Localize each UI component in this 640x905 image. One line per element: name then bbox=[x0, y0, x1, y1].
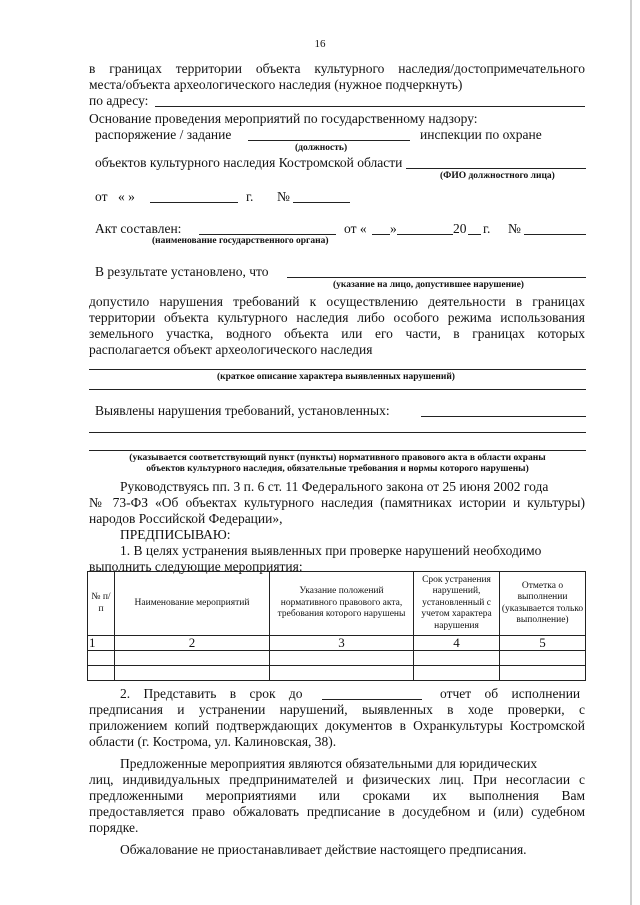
violations-caption-line-2: объектов культурного наследия, обязательные требования и нормы которого нарушены) bbox=[146, 464, 529, 474]
table-cell[interactable] bbox=[88, 651, 115, 666]
position-caption: (должность) bbox=[295, 143, 348, 153]
order-date-field[interactable] bbox=[150, 202, 238, 203]
basis-label: Основание проведения мероприятий по государственному надзору: bbox=[89, 111, 478, 126]
legal-basis-line-3: народов Российской Федерации», bbox=[89, 511, 283, 526]
item-1-line-2: выполнить следующие мероприятия: bbox=[89, 559, 303, 574]
act-year-field[interactable] bbox=[468, 234, 481, 235]
table-cell: 1 bbox=[88, 636, 115, 651]
table-cell: 2 bbox=[115, 636, 270, 651]
result-label: В результате установлено, что bbox=[95, 264, 269, 279]
violator-field[interactable] bbox=[287, 277, 586, 278]
result-paragraph-line-3: земельного участка, водного объекта или его части, в границах которых bbox=[89, 326, 585, 341]
header-measure-name: Наименование мероприятий bbox=[115, 572, 270, 636]
violation-description-caption: (краткое описание характера выявленных нарушений) bbox=[217, 372, 455, 382]
official-name-caption: (ФИО должностного лица) bbox=[440, 171, 555, 181]
order-number-sign: № bbox=[277, 189, 290, 204]
closing-line-2: лиц, индивидуальных предпринимателей и физических лиц. При несогласии с bbox=[89, 772, 585, 787]
order-label: распоряжение / задание bbox=[95, 127, 232, 142]
table-cell: 5 bbox=[500, 636, 586, 651]
page-number: 16 bbox=[314, 38, 326, 50]
table-row bbox=[88, 651, 586, 666]
result-paragraph-line-4: располагается объект археологического наследия bbox=[89, 342, 373, 357]
order-number-field[interactable] bbox=[293, 202, 350, 203]
position-field[interactable] bbox=[248, 140, 410, 141]
item-2-line-3: приложением копий подтверждающих документов в Охранкультуры Костромской bbox=[89, 718, 585, 733]
violation-description-field-2[interactable] bbox=[89, 389, 586, 390]
territory-line: в границах территории объекта культурного наследия/достопримечательного bbox=[89, 61, 585, 76]
table-cell: 4 bbox=[414, 636, 500, 651]
header-deadline: Срок устранения нарушений, установленный с учетом характера нарушения bbox=[414, 572, 500, 636]
table-cell[interactable] bbox=[270, 666, 414, 681]
heritage-type-line: места/объекта археологического наследия (нужное подчеркнуть) bbox=[89, 77, 463, 92]
closing-line-5: порядке. bbox=[89, 820, 139, 835]
authority-caption: (наименование государственного органа) bbox=[152, 236, 329, 246]
order-date-from: от bbox=[95, 189, 108, 204]
order-year-label: г. bbox=[246, 189, 254, 204]
measures-table bbox=[87, 571, 586, 681]
violations-field[interactable] bbox=[421, 416, 586, 417]
table-header-row bbox=[88, 572, 586, 636]
act-number-sign: № bbox=[508, 221, 521, 236]
table-cell[interactable] bbox=[500, 666, 586, 681]
closing-line-6: Обжалование не приостанавливает действие настоящего предписания. bbox=[120, 842, 527, 857]
report-deadline-field[interactable] bbox=[322, 699, 422, 700]
table-cell[interactable] bbox=[88, 666, 115, 681]
item-2-line-1: 2. Представить в срок до bbox=[120, 686, 303, 701]
closing-line-1: Предложенные мероприятия являются обязательными для юридических bbox=[120, 756, 538, 771]
act-label: Акт составлен: bbox=[95, 221, 182, 236]
table-cell[interactable] bbox=[500, 651, 586, 666]
authority-field[interactable] bbox=[199, 234, 336, 235]
act-month-field[interactable] bbox=[397, 234, 453, 235]
item-1-line-1: 1. В целях устранения выявленных при проверке нарушений необходимо bbox=[120, 543, 542, 558]
item-2-line-1-right: отчет об исполнении bbox=[440, 686, 581, 701]
result-paragraph-line-1: допустило нарушения требований к осуществлению деятельности в границах bbox=[89, 294, 585, 309]
violations-caption-line-1: (указывается соответствующий пункт (пункты) нормативного правового акта в области охраны bbox=[129, 453, 546, 463]
closing-line-3: предложенными мероприятиями или сроками их выполнения Вам bbox=[89, 788, 585, 803]
table-row bbox=[88, 666, 586, 681]
table-cell: 3 bbox=[270, 636, 414, 651]
table-cell[interactable] bbox=[414, 666, 500, 681]
header-legal-provisions: Указание положений нормативного правового акта, требования которого нарушены bbox=[270, 572, 414, 636]
official-name-field[interactable] bbox=[406, 168, 586, 169]
result-paragraph-line-2: территории объекта культурного наследия либо особого режима использования bbox=[89, 310, 585, 325]
act-number-field[interactable] bbox=[524, 234, 586, 235]
violation-description-field[interactable] bbox=[89, 369, 586, 370]
table-number-row bbox=[88, 636, 586, 651]
act-year-prefix: 20 bbox=[453, 221, 467, 236]
closing-line-4: предоставляется право обжаловать предписание в досудебном и (или) судебном bbox=[89, 804, 585, 819]
table-cell[interactable] bbox=[414, 651, 500, 666]
violations-field-3[interactable] bbox=[89, 450, 586, 451]
inspection-continued: объектов культурного наследия Костромской области bbox=[95, 155, 403, 170]
legal-basis-line-2: № 73-ФЗ «Об объектах культурного наследия (памятниках истории и культуры) bbox=[89, 495, 585, 510]
address-label: по адресу: bbox=[89, 93, 149, 108]
scan-edge bbox=[630, 0, 632, 905]
violations-label: Выявлены нарушения требований, установленных: bbox=[95, 403, 390, 418]
table-cell[interactable] bbox=[270, 651, 414, 666]
act-quote-close: » bbox=[390, 221, 397, 236]
item-2-line-2: предписания и устранении нарушений, выявленных в ходе проверки, с bbox=[89, 702, 585, 717]
violations-field-2[interactable] bbox=[89, 432, 586, 433]
header-number: № п/п bbox=[88, 572, 115, 636]
act-date-from: от « bbox=[344, 221, 367, 236]
table-cell[interactable] bbox=[115, 651, 270, 666]
inspection-label: инспекции по охране bbox=[420, 127, 542, 142]
act-year-suffix: г. bbox=[483, 221, 491, 236]
legal-basis-line-1: Руководствуясь пп. 3 п. 6 ст. 11 Федерального закона от 25 июня 2002 года bbox=[120, 479, 549, 494]
prescribe-heading: ПРЕДПИСЫВАЮ: bbox=[120, 527, 231, 542]
table-cell[interactable] bbox=[115, 666, 270, 681]
item-2-line-4: области (г. Кострома, ул. Калиновская, 38). bbox=[89, 734, 337, 749]
act-day-field[interactable] bbox=[372, 234, 390, 235]
header-completion-mark: Отметка о выполнении (указывается только выполнение) bbox=[500, 572, 586, 636]
order-date-quotes: « » bbox=[118, 189, 135, 204]
address-field[interactable] bbox=[155, 106, 585, 107]
violator-caption: (указание на лицо, допустившее нарушение) bbox=[333, 280, 524, 290]
